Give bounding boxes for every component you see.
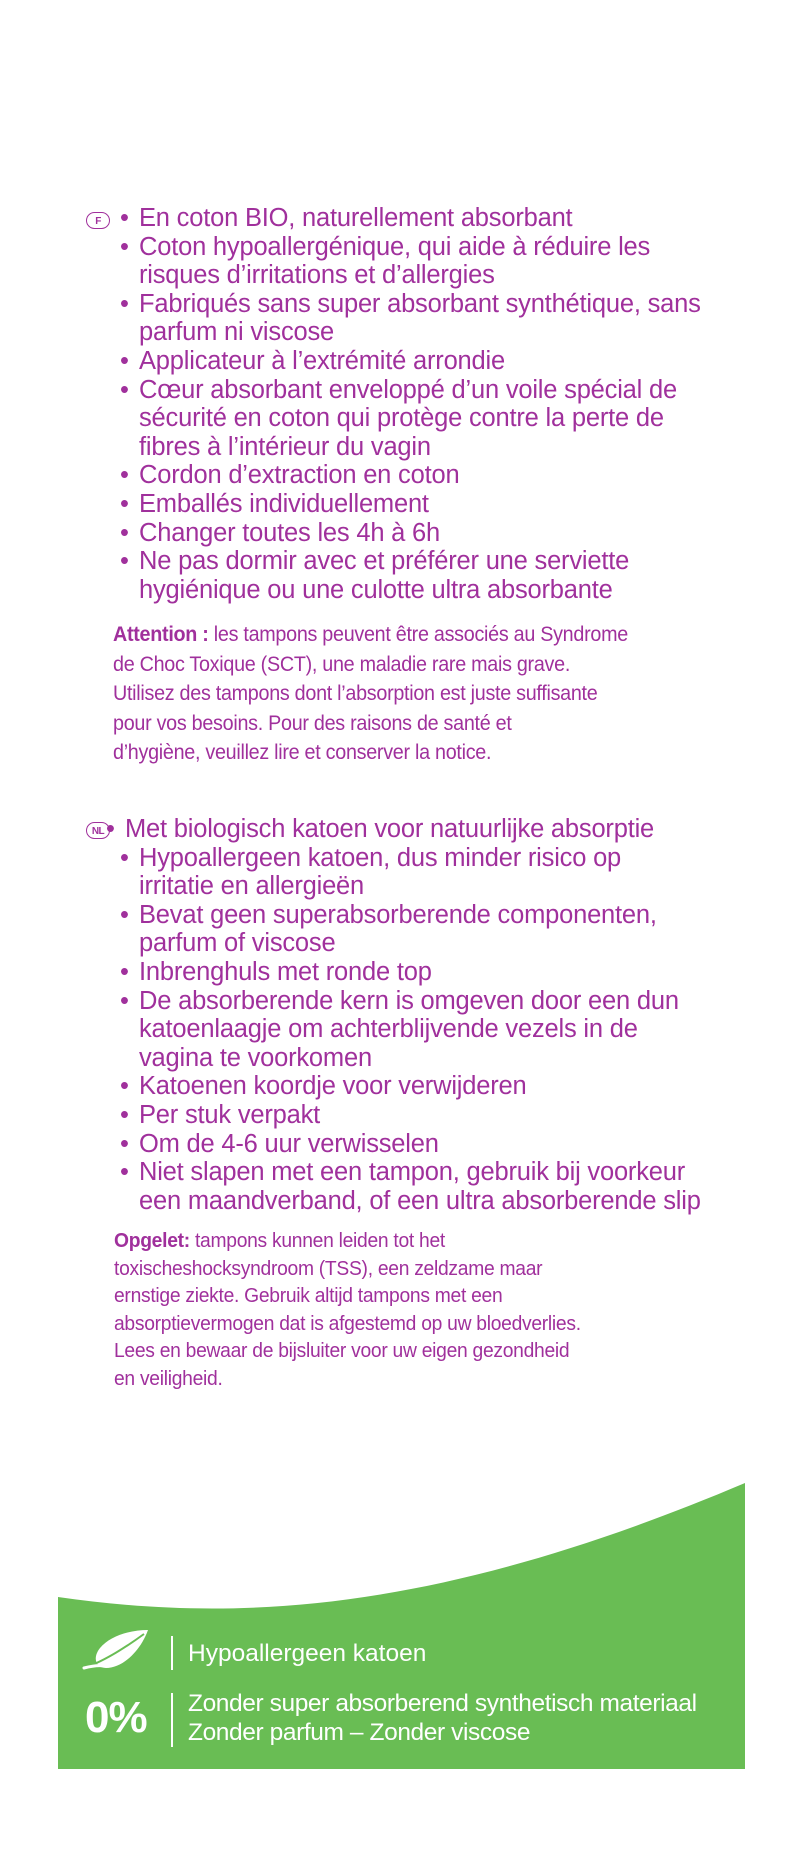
footer-zero-percent: 0% [85,1693,147,1742]
nl-bullet-item: • Om de 4-6 uur verwisselen [120,1130,701,1159]
leaf-icon [82,1628,152,1674]
nl-bullet-item: • Niet slapen met een tampon, gebruik bij voorkeur een maandverband, of een ultra absorberende slip [120,1158,701,1215]
footer-divider-2 [171,1693,173,1747]
lang-badge-fr: F [86,212,110,229]
nl-bullet-item: • Bevat geen superabsorberende componenten, parfum of viscose [120,901,701,958]
lang-badge-nl: NL [86,822,110,839]
nl-bullet-item: • Inbrenghuls met ronde top [120,958,701,987]
fr-bullet-item: • Cœur absorbant enveloppé d’un voile spécial de sécurité en coton qui protège contre la perte de fibres à l’intérieur du vagin [120,376,701,462]
fr-bullet-item: • Applicateur à l’extrémité arrondie [120,347,701,376]
nl-bullet-item: • Katoenen koordje voor verwijderen [120,1072,701,1101]
footer-claim-hypoallergenic: Hypoallergeen katoen [188,1640,427,1667]
fr-bullet-item: • En coton BIO, naturellement absorbant [120,204,701,233]
fr-bullet-item: • Ne pas dormir avec et préférer une serviette hygiénique ou une culotte ultra absorbante [120,547,701,604]
nl-warning [114,1227,716,1392]
fr-bullet-item: • Cordon d’extraction en coton [120,461,701,490]
nl-bullet-item: • De absorberende kern is omgeven door een dun katoenlaagje om achterblijvende vezels in de vagina te voorkomen [120,987,701,1073]
fr-bullet-item: • Fabriqués sans super absorbant synthétique, sans parfum ni viscose [120,290,701,347]
footer-claim-without: Zonder super absorberend synthetisch materiaal Zonder parfum – Zonder viscose [188,1690,697,1746]
nl-bullet-item: • Hypoallergeen katoen, dus minder risico op irritatie en allergieën [120,844,701,901]
fr-bullet-item: • Changer toutes les 4h à 6h [120,519,701,548]
footer-banner [58,1483,745,1769]
nl-bullet-item: • Met biologisch katoen voor natuurlijke absorptie [106,815,701,844]
fr-bullet-item: • Emballés individuellement [120,490,701,519]
fr-bullet-list [120,204,701,604]
nl-warning-text: tampons kunnen leiden tot het toxischeshocksyndroom (TSS), een zeldzame maar ernstige ziekte. Gebruik altijd tampons met een absorptievermogen dat is afgestemd op uw bloedverlies. Lees en bewaar de bijsluiter voor uw eigen gezondheid en veiligheid. [114,1229,581,1390]
nl-bullet-item: • Per stuk verpakt [120,1101,701,1130]
nl-bullet-list [120,815,701,1215]
fr-warning-label: Attention : [113,623,209,646]
fr-warning-text: les tampons peuvent être associés au Syndrome de Choc Toxique (SCT), une maladie rare mais grave. Utilisez des tampons dont l’absorption est juste suffisante pour vos besoins. Pour des raisons de santé et d’hygiène, veuillez lire et conserver la notice. [113,623,628,764]
footer-divider-1 [171,1636,173,1670]
fr-warning [113,620,715,768]
fr-bullet-item: • Coton hypoallergénique, qui aide à réduire les risques d’irritations et d’allergies [120,233,701,290]
nl-warning-label: Opgelet: [114,1229,190,1252]
